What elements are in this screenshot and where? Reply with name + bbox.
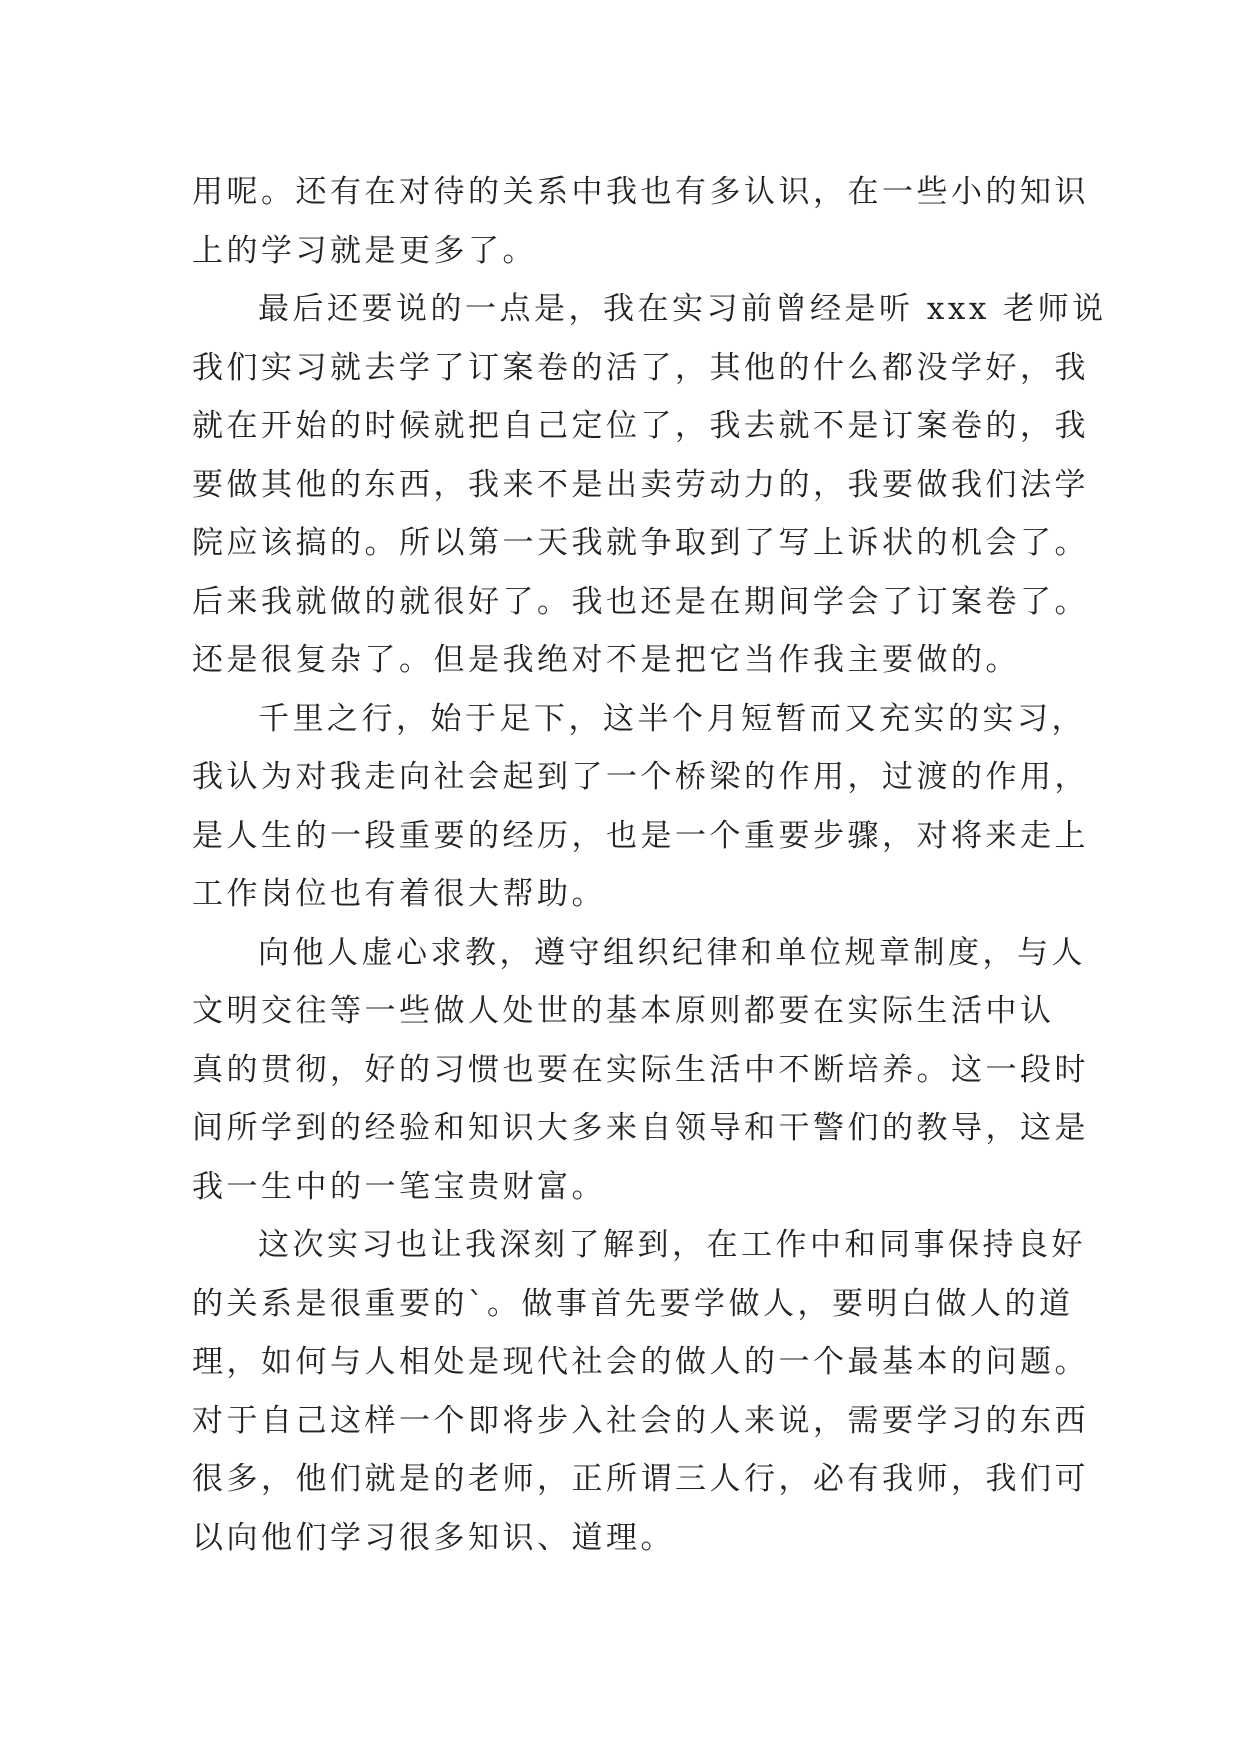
paragraph [192,924,1089,1217]
text-line: 我们实习就去学了订案卷的活了，其他的什么都没学好，我 [192,349,1089,386]
paragraph [192,280,1107,690]
paragraph [192,163,1089,280]
text-line: 很多，他们就是的老师，正所谓三人行，必有我师，我们可 [192,1461,1089,1497]
text-line: 我一生中的一笔宝贵财富。 [192,1168,606,1205]
text-line: 就在开始的时候就把自己定位了，我去就不是订案卷的，我 [192,408,1089,444]
text-line: 向他人虚心求教，遵守组织纪律和单位规章制度，与人 [258,934,1086,971]
paragraph [192,690,1089,924]
text-line: 上的学习就是更多了。 [192,232,537,269]
document-body [192,163,1107,1567]
text-line: 对于自己这样一个即将步入社会的人来说，需要学习的东西 [192,1402,1089,1439]
text-line: 院应该搞的。所以第一天我就争取到了写上诉状的机会了。 [192,525,1089,561]
text-line: 后来我就做的就很好了。我也还是在期间学会了订案卷了。 [192,583,1089,620]
text-line: 要做其他的东西，我来不是出卖劳动力的，我要做我们法学 [192,466,1089,503]
text-line: 千里之行，始于足下，这半个月短暂而又充实的实习， [258,700,1086,737]
text-line: 间所学到的经验和知识大多来自领导和干警们的教导，这是 [192,1110,1089,1146]
text-line: 工作岗位也有着很大帮助。 [192,876,606,912]
text-line: 用呢。还有在对待的关系中我也有多认识，在一些小的知识 [192,174,1089,210]
text-line: 文明交往等一些做人处世的基本原则都要在实际生活中认 [192,993,1055,1029]
text-line: 的关系是很重要的`。做事首先要学做人，要明白做人的道 [192,1285,1074,1322]
text-line: 最后还要说的一点是，我在实习前曾经是听 xxx 老师说 [258,291,1107,327]
text-line: 真的贯彻，好的习惯也要在实际生活中不断培养。这一段时 [192,1051,1089,1088]
text-line: 是人生的一段重要的经历，也是一个重要步骤，对将来走上 [192,817,1089,854]
text-line: 理，如何与人相处是现代社会的做人的一个最基本的问题。 [192,1344,1089,1380]
text-line: 我认为对我走向社会起到了一个桥梁的作用，过渡的作用， [192,759,1089,795]
text-line: 以向他们学习很多知识、道理。 [192,1519,675,1556]
text-line: 这次实习也让我深刻了解到，在工作中和同事保持良好 [258,1227,1086,1263]
text-line: 还是很复杂了。但是我绝对不是把它当作我主要做的。 [192,642,1020,678]
paragraph [192,1216,1089,1567]
